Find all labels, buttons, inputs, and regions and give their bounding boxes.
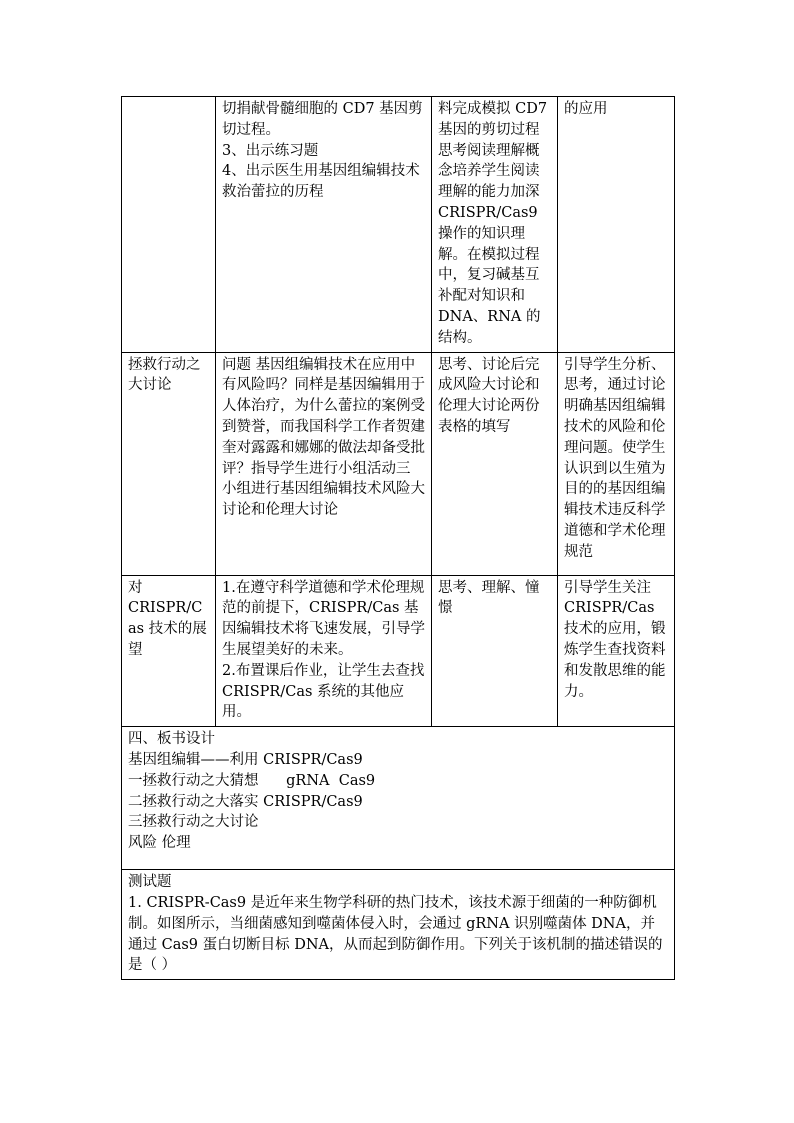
board-design-heading: 四、板书设计 <box>128 731 215 748</box>
board-design-line: 一拯救行动之大猜想 gRNA Cas9 <box>128 772 376 789</box>
student-activity-cell: 思考、理解、憧憬 <box>432 575 558 727</box>
stage-cell: 对 CRISPR/Cas 技术的展望 <box>122 575 216 727</box>
lesson-plan-table <box>121 96 675 980</box>
teacher-activity-line: 2.布置课后作业，让学生去查找 CRISPR/Cas 系统的其他应用。 <box>222 662 425 721</box>
student-activity-cell: 料完成模拟 CD7 基因的剪切过程思考阅读理解概念培养学生阅读理解的能力加深 CRISPR/Cas9 操作的知识理解。在模拟过程中，复习碱基互补配对知识和 DNA、RNA 的结构。 <box>432 97 558 353</box>
board-design-line: 风险 伦理 <box>128 835 191 852</box>
test-question-row <box>122 870 675 980</box>
table-row <box>122 575 675 727</box>
teacher-activity-line: 3、出示练习题 <box>222 142 319 159</box>
board-design-line: 二拯救行动之大落实 CRISPR/Cas9 <box>128 793 363 810</box>
table-row <box>122 97 675 353</box>
student-activity-cell: 思考、讨论后完成风险大讨论和伦理大讨论两份表格的填写 <box>432 352 558 575</box>
design-intent-cell: 的应用 <box>558 97 675 353</box>
teacher-activity-line: 1.在遵守科学道德和学术伦理规范的前提下，CRISPR/Cas 基因编辑技术将飞速发展，引导学生展望美好的未来。 <box>222 579 425 658</box>
stage-cell: 拯救行动之大讨论 <box>122 352 216 575</box>
design-intent-cell: 引导学生关注 CRISPR/Cas 技术的应用，锻炼学生查找资料和发散思维的能力。 <box>558 575 675 727</box>
table-row <box>122 352 675 575</box>
board-design-line: 基因组编辑——利用 CRISPR/Cas9 <box>128 751 363 768</box>
board-design-cell <box>122 727 675 870</box>
teacher-activity-line: 4、出示医生用基因组编辑技术救治蕾拉的历程 <box>222 163 420 201</box>
test-question-text: 1. CRISPR-Cas9 是近年来生物学科研的热门技术，该技术源于细菌的一种防御机制。如图所示，当细菌感知到噬菌体侵入时，会通过 gRNA 识别噬菌体 DNA，并通过 Cas9 蛋白切断目标 DNA，从而起到防御作用。下列关于该机制的描述错误的是（ ） <box>128 894 663 974</box>
teacher-activity-cell <box>216 97 432 353</box>
board-design-line: 三拯救行动之大讨论 <box>128 814 259 831</box>
stage-cell <box>122 97 216 353</box>
teacher-activity-cell <box>216 352 432 575</box>
teacher-activity-line: 问题 基因组编辑技术在应用中有风险吗？同样是基因编辑用于人体治疗，为什么蕾拉的案例受到赞誉，而我国科学工作者贺建奎对露露和娜娜的做法却备受批评？指导学生进行小组活动三 小组进行基因组编辑技术风险大讨论和伦理大讨论 <box>222 356 425 519</box>
teacher-activity-line: 切捐献骨髓细胞的 CD7 基因剪切过程。 <box>222 101 423 138</box>
test-question-cell <box>122 870 675 980</box>
teacher-activity-cell <box>216 575 432 727</box>
board-design-row <box>122 727 675 870</box>
design-intent-cell: 引导学生分析、思考，通过讨论明确基因组编辑技术的风险和伦理问题。使学生认识到以生殖为目的的基因组编辑技术违反科学道德和学术伦理规范 <box>558 352 675 575</box>
test-heading: 测试题 <box>128 874 172 891</box>
